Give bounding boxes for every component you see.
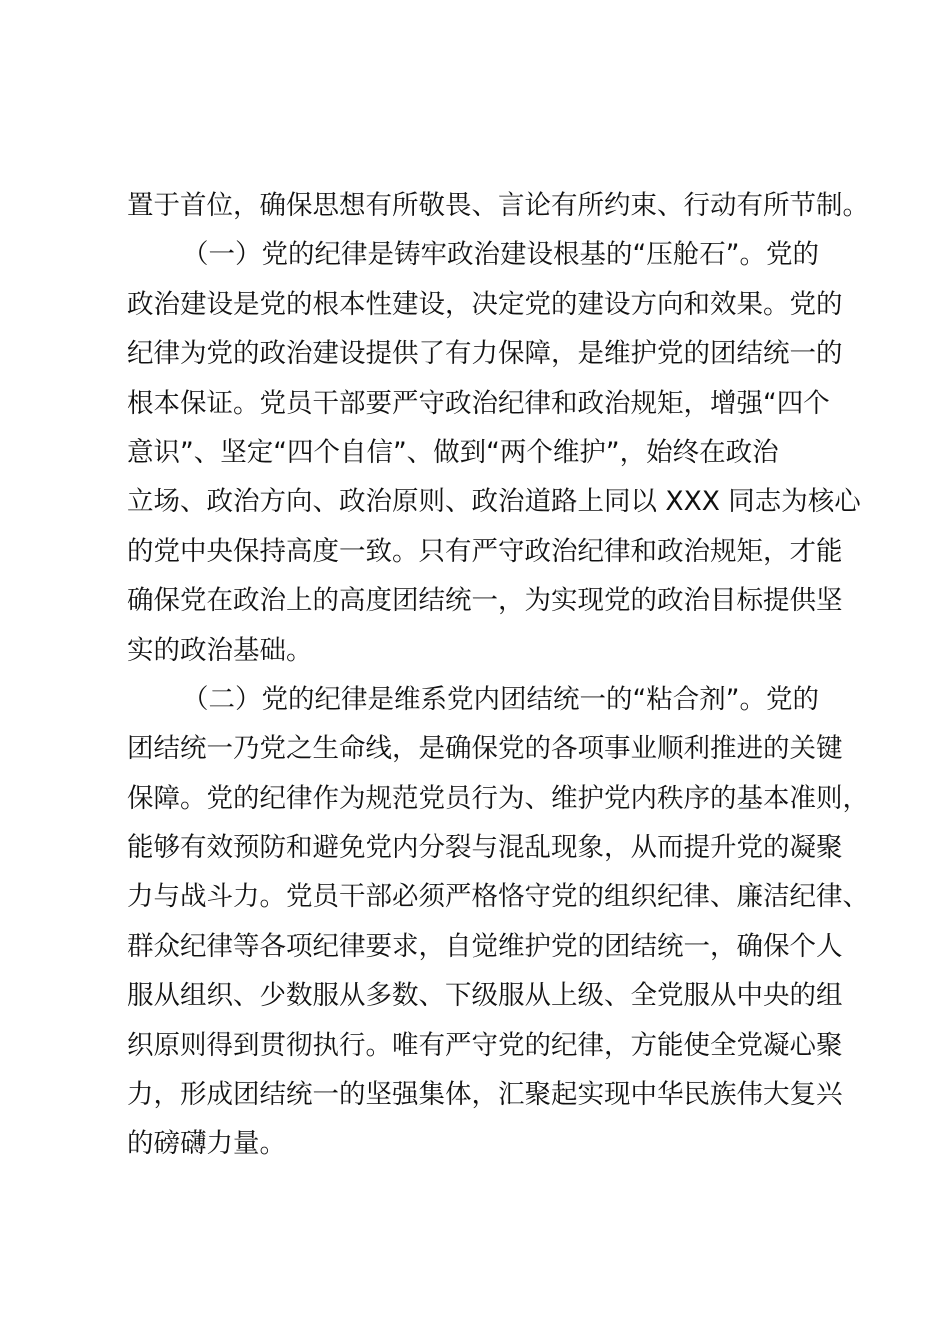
text-line: 确保党在政治上的高度团结统一，为实现党的政治目标提供坚 bbox=[127, 585, 843, 617]
text-line: 力与战斗力。党员干部必须严格恪守党的组织纪律、廉洁纪律、 bbox=[127, 881, 869, 913]
section-heading-line: （一）党的纪律是铸牢政治建设根基的“压舱石”。党的 bbox=[182, 239, 819, 271]
text-line: 群众纪律等各项纪律要求，自觉维护党的团结统一，确保个人 bbox=[127, 930, 843, 962]
text-line: 置于首位，确保思想有所敬畏、言论有所约束、行动有所节制。 bbox=[127, 190, 869, 221]
text-line: 保障。党的纪律作为规范党员行为、维护党内秩序的基本准则， bbox=[127, 782, 869, 814]
section-heading-line: （二）党的纪律是维系党内团结统一的“粘合剂”。党的 bbox=[182, 683, 819, 715]
document-body bbox=[127, 181, 869, 1169]
text-line: 能够有效预防和避免党内分裂与混乱现象，从而提升党的凝聚 bbox=[127, 832, 843, 864]
text-line: 力，形成团结统一的坚强集体，汇聚起实现中华民族伟大复兴 bbox=[127, 1079, 843, 1111]
text-line: 纪律为党的政治建设提供了有力保障，是维护党的团结统一的 bbox=[127, 338, 843, 370]
text-line: 的党中央保持高度一致。只有严守政治纪律和政治规矩，才能 bbox=[127, 535, 843, 567]
text-line: 织原则得到贯彻执行。唯有严守党的纪律，方能使全党凝心聚 bbox=[127, 1029, 843, 1061]
text-line: 立场、政治方向、政治原则、政治道路上同以 XXX 同志为核心 bbox=[127, 486, 861, 518]
text-line: 实的政治基础。 bbox=[127, 634, 313, 666]
text-line: 意识”、坚定“四个自信”、做到“两个维护”，始终在政治 bbox=[127, 436, 779, 468]
text-line: 的磅礴力量。 bbox=[127, 1128, 286, 1160]
text-line: 政治建设是党的根本性建设，决定党的建设方向和效果。党的 bbox=[127, 288, 843, 320]
text-line: 根本保证。党员干部要严守政治纪律和政治规矩，增强“四个 bbox=[127, 387, 830, 419]
text-line: 服从组织、少数服从多数、下级服从上级、全党服从中央的组 bbox=[127, 980, 843, 1012]
text-line: 团结统一乃党之生命线，是确保党的各项事业顺利推进的关键 bbox=[127, 733, 843, 765]
